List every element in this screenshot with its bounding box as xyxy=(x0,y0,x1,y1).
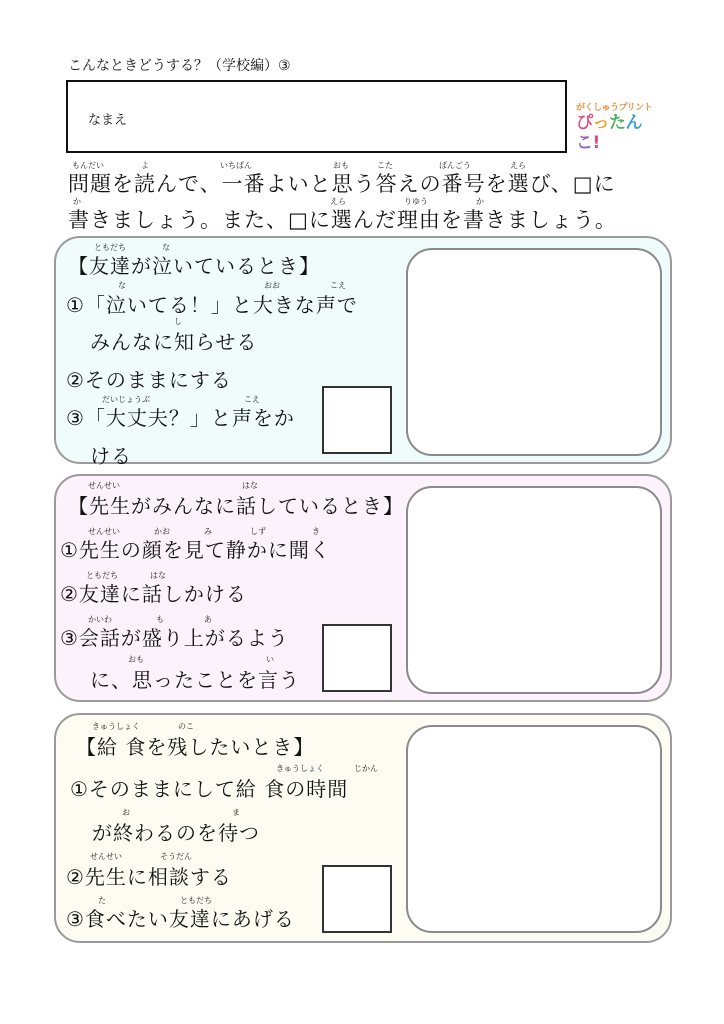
furigana: かいわ xyxy=(88,615,112,624)
furigana: せんせい xyxy=(90,852,122,861)
furigana: ともだち xyxy=(86,571,118,580)
furigana: はな xyxy=(242,481,258,490)
furigana: おも xyxy=(333,161,349,170)
choice-number-box[interactable] xyxy=(322,624,392,692)
furigana: い xyxy=(266,655,274,664)
furigana: ともだち xyxy=(94,243,126,252)
choice-number-box[interactable] xyxy=(322,865,392,933)
furigana: か xyxy=(476,197,484,206)
furigana: りゆう xyxy=(404,197,428,206)
question-card-3 xyxy=(54,713,672,943)
furigana: えら xyxy=(510,161,526,170)
furigana: よ xyxy=(141,161,149,170)
furigana: だいじょうぶ xyxy=(102,395,150,404)
choice-number-box[interactable] xyxy=(322,386,392,454)
furigana: た xyxy=(98,896,106,905)
choice-3-cont: に、思ったことを言う xyxy=(90,668,300,692)
name-label: なまえ xyxy=(88,113,128,128)
reason-answer-box[interactable] xyxy=(406,486,662,694)
choice-1: ①「泣いてる！」と大きな声で xyxy=(66,293,358,317)
question-heading: 【友達が泣いているとき】 xyxy=(68,254,320,278)
furigana: せんせい xyxy=(88,481,120,490)
furigana: こえ xyxy=(244,395,260,404)
furigana: えら xyxy=(330,197,346,206)
furigana: な xyxy=(118,281,126,290)
furigana: せんせい xyxy=(88,527,120,536)
furigana: はな xyxy=(150,571,166,580)
furigana: きゅうしょく xyxy=(276,764,324,773)
furigana: いちばん xyxy=(220,161,252,170)
question-card-1 xyxy=(54,236,672,468)
choice-3: ③「大丈夫？」と声をか xyxy=(66,406,295,430)
brand-logo xyxy=(576,100,660,153)
choice-3: ③会話が盛り上がるよう xyxy=(60,626,289,650)
furigana: ばんごう xyxy=(439,161,471,170)
furigana: も xyxy=(156,615,164,624)
furigana: おお xyxy=(264,281,280,290)
choice-2: ②友達に話しかける xyxy=(60,582,247,606)
name-field[interactable] xyxy=(66,80,567,153)
furigana: か xyxy=(73,197,81,206)
furigana: あ xyxy=(204,615,212,624)
choice-3-cont: ける xyxy=(90,444,132,468)
furigana: かお xyxy=(154,527,170,536)
choice-1: ①そのままにして給 食の時間 xyxy=(70,777,349,801)
worksheet-title: こんなときどうする？（学校編）③ xyxy=(68,58,291,74)
choice-2: ②先生に相談する xyxy=(66,865,232,889)
choice-1-cont: が終わるのを待つ xyxy=(92,821,260,845)
reason-answer-box[interactable] xyxy=(406,248,662,456)
furigana: き xyxy=(312,527,320,536)
furigana: じかん xyxy=(354,764,378,773)
furigana: お xyxy=(122,808,130,817)
furigana: そうだん xyxy=(160,852,192,861)
furigana: しず xyxy=(250,527,266,536)
furigana: こた xyxy=(377,161,393,170)
choice-2: ②そのままにする xyxy=(66,368,232,392)
instruction-line-2: 書きましょう。また、□に選んだ理由を書きましょう。 xyxy=(68,208,617,232)
furigana: し xyxy=(174,317,182,326)
choice-1: ①先生の顔を見て静かに聞く xyxy=(60,538,331,562)
choice-1-cont: みんなに知らせる xyxy=(90,330,258,354)
instruction-line-1: 問題を読んで、一番よいと思う答えの番号を選び、□に xyxy=(68,172,616,196)
question-heading: 【先生がみんなに話しているとき】 xyxy=(68,494,404,518)
furigana: ともだち xyxy=(180,896,212,905)
furigana: おも xyxy=(128,655,144,664)
question-card-2 xyxy=(54,474,672,702)
furigana: こえ xyxy=(330,281,346,290)
furigana: きゅうしょく xyxy=(92,722,140,731)
choice-3: ③食べたい友達にあげる xyxy=(66,907,295,931)
logo-wordmark: ぴったんこ! xyxy=(576,113,642,153)
furigana: な xyxy=(162,243,170,252)
furigana: もんだい xyxy=(72,161,104,170)
reason-answer-box[interactable] xyxy=(406,725,662,933)
furigana: ま xyxy=(232,808,240,817)
furigana: のこ xyxy=(178,722,194,731)
logo-subtitle: がくしゅうプリント xyxy=(576,103,653,113)
question-heading: 【給 食を残したいとき】 xyxy=(76,735,315,759)
furigana: み xyxy=(204,527,212,536)
